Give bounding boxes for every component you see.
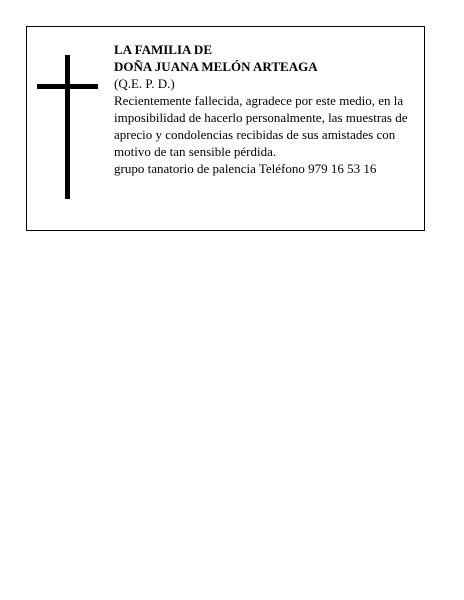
- notice-text: [114, 41, 420, 177]
- cross-horizontal-bar: [37, 84, 98, 89]
- notice-heading-deceased-name: DOÑA JUANA MELÓN ARTEAGA: [114, 59, 318, 74]
- notice-body: Recientemente fallecida, agradece por este medio, en la imposibilidad de hacerlo personalmente, las muestras de aprecio y condolencias recibidas de sus amistades con motivo de tan sensible pérdida.: [114, 93, 408, 159]
- obituary-notice: [26, 26, 425, 231]
- cross-vertical-bar: [65, 55, 70, 199]
- notice-contact: grupo tanatorio de palencia Teléfono 979 16 53 16: [114, 161, 377, 176]
- notice-qepd: (Q.E. P. D.): [114, 76, 175, 91]
- cross-icon: [37, 55, 99, 199]
- notice-heading-family: LA FAMILIA DE: [114, 42, 212, 57]
